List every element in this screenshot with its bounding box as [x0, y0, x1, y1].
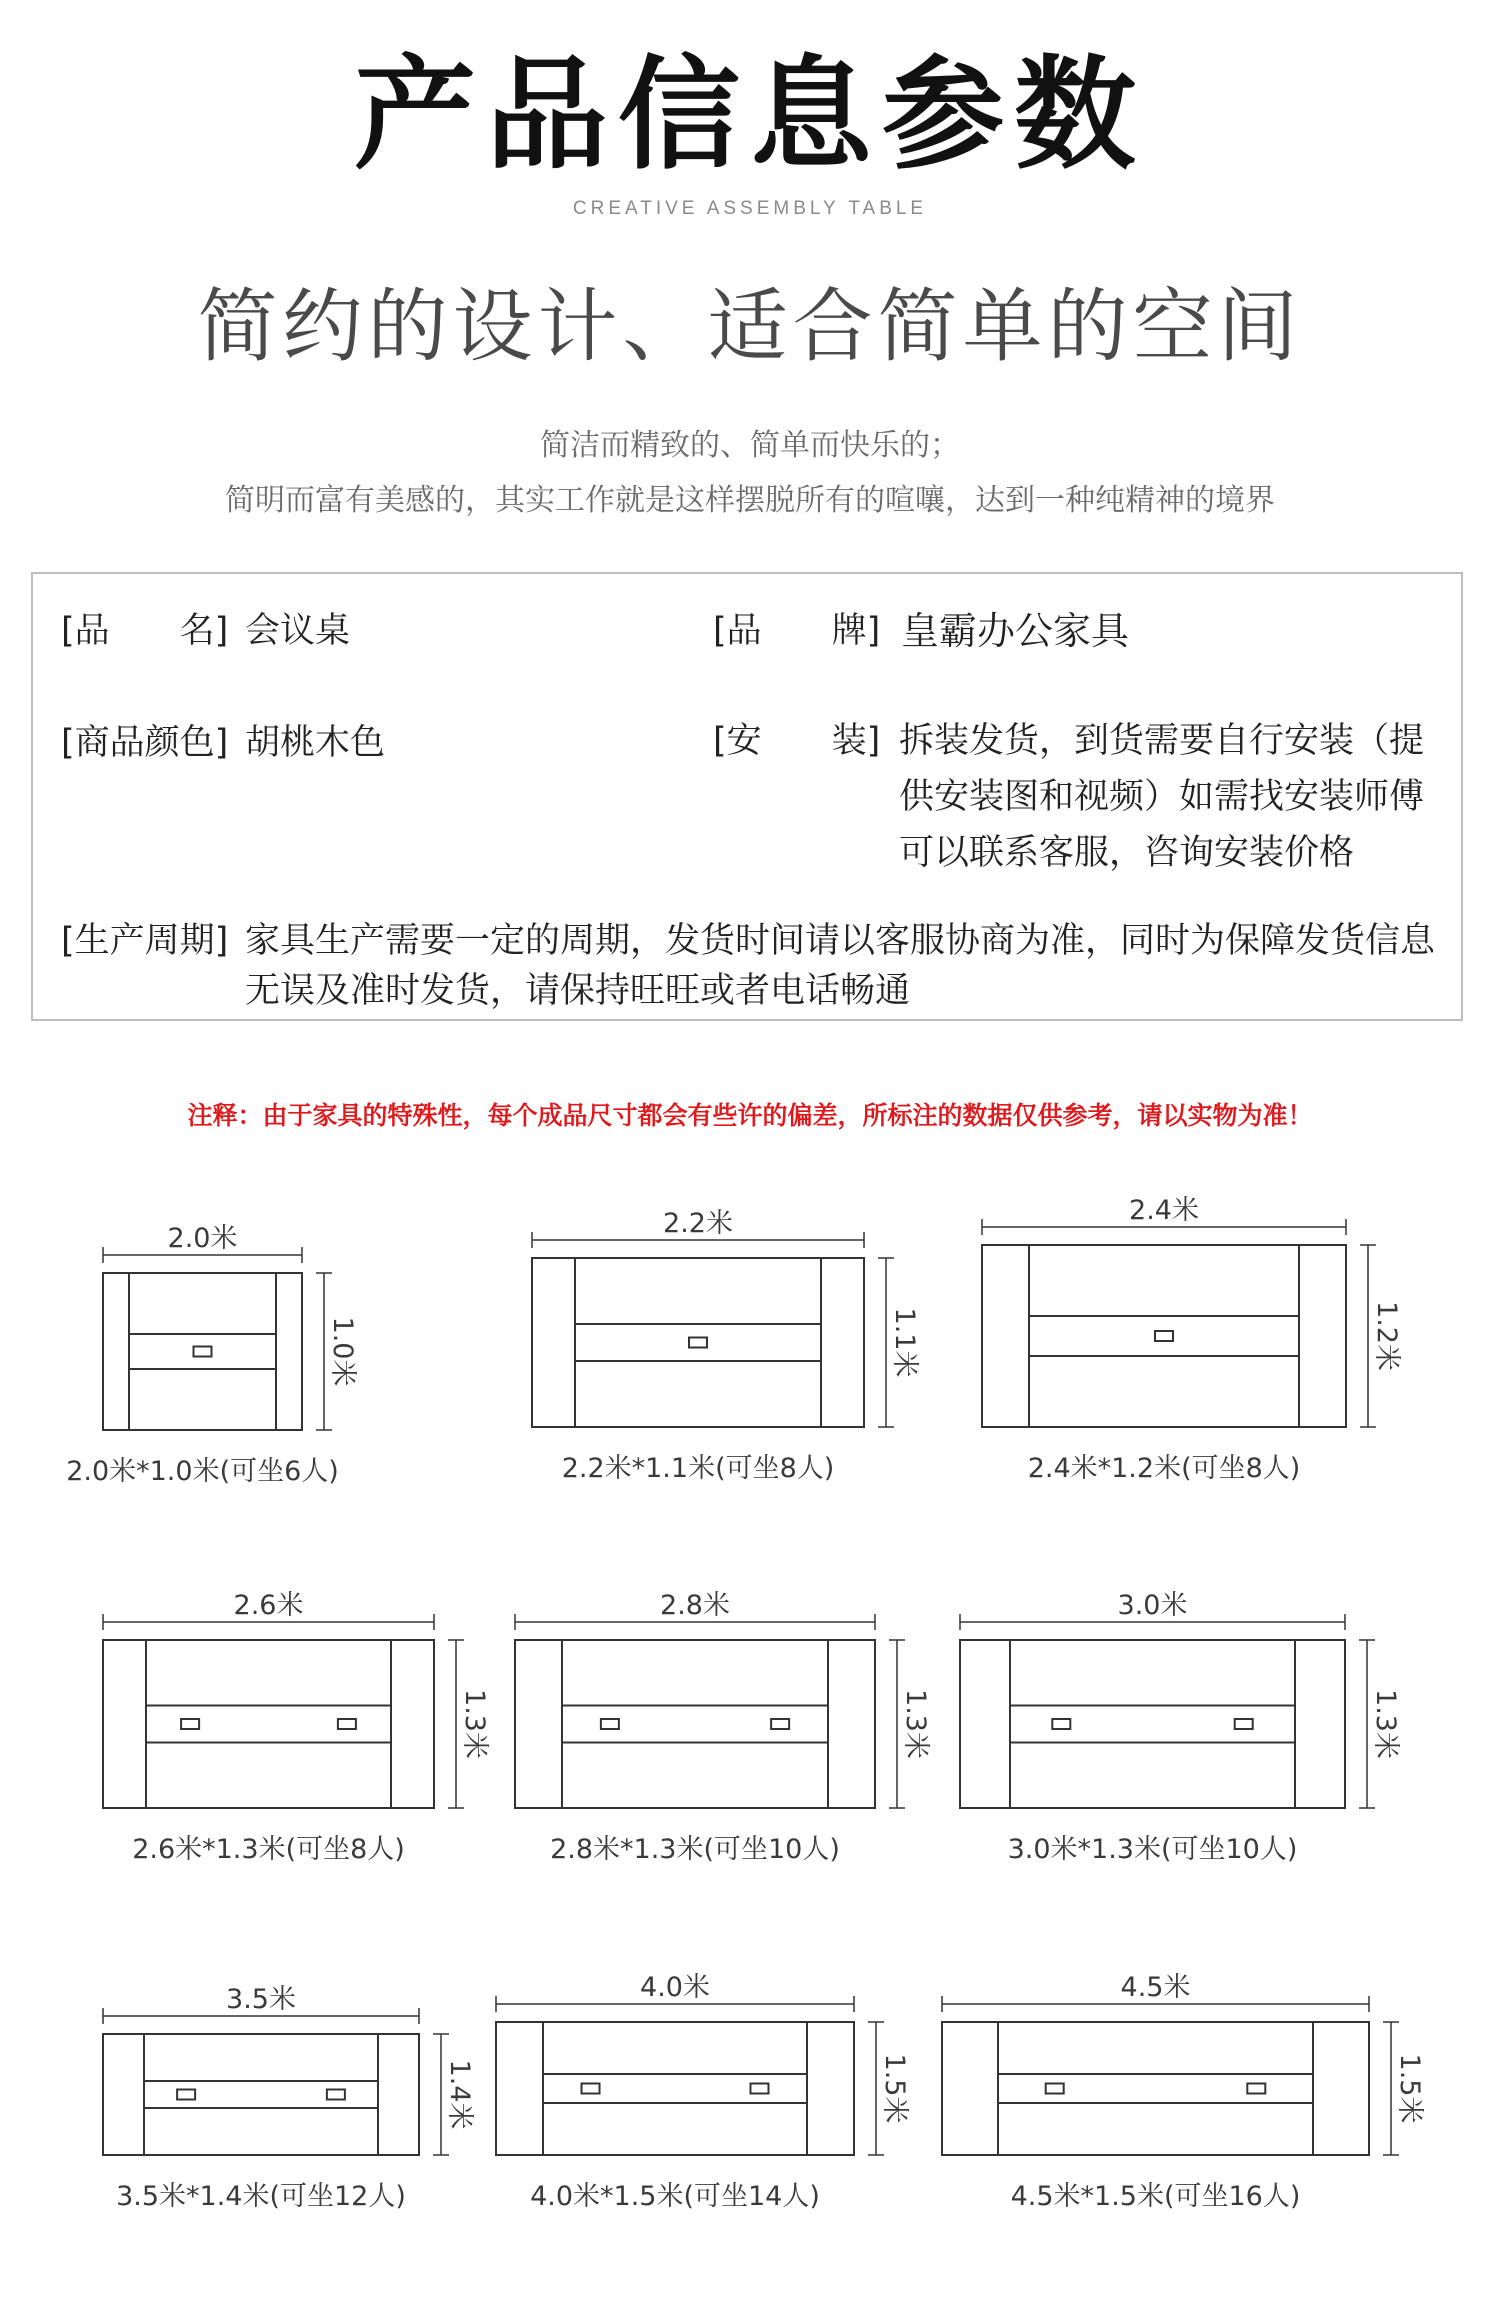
table-7-port-icon-left	[177, 2090, 195, 2100]
table-9-outline	[942, 2022, 1369, 2155]
table-1-length-label: 2.0米	[167, 1223, 238, 1254]
table-9-length-label: 4.5米	[1120, 1972, 1191, 2003]
table-5-width-label: 1.3米	[900, 1689, 931, 1759]
table-4-caption: 2.6米*1.3米(可坐8人)	[132, 1834, 405, 1865]
table-6-port-icon-right	[1235, 1719, 1253, 1729]
spec-name-value: 会议桌	[245, 611, 351, 651]
description-line-2: 简明而富有美感的，其实工作就是这样摆脱所有的喧嚷，达到一种纯精神的境界	[225, 483, 1275, 518]
spec-install-line3: 可以联系客服，咨询安装价格	[899, 833, 1355, 873]
table-5-length-label: 2.8米	[660, 1590, 730, 1621]
slogan: 简约的设计、适合简单的空间	[197, 280, 1303, 373]
spec-cycle-line1: 家具生产需要一定的周期，发货时间请以客服协商为准，同时为保障发货信息	[245, 921, 1436, 961]
spec-color-label: [商品颜色]	[61, 723, 229, 763]
table-9-width-label: 1.5米	[1394, 2053, 1425, 2124]
table-6-width-label: 1.3米	[1370, 1689, 1401, 1759]
table-5-port-icon-left	[601, 1719, 619, 1729]
table-6-port-icon-left	[1052, 1719, 1070, 1729]
table-6-outline	[960, 1640, 1345, 1808]
table-3-caption: 2.4米*1.2米(可坐8人)	[1027, 1453, 1301, 1484]
table-2-width-label: 1.1米	[889, 1307, 920, 1378]
table-8-width-label: 1.5米	[879, 2053, 910, 2124]
table-7-length-label: 3.5米	[226, 1984, 296, 2015]
table-2-length-label: 2.2米	[663, 1208, 733, 1239]
table-7-outline	[103, 2034, 419, 2155]
table-9-port-icon-left	[1046, 2084, 1064, 2094]
table-2-outline	[532, 1258, 864, 1427]
table-9-caption: 4.5米*1.5米(可坐16人)	[1010, 2181, 1301, 2212]
table-4-length-label: 2.6米	[233, 1590, 304, 1621]
table-9-port-icon-right	[1247, 2084, 1265, 2094]
table-8-outline	[496, 2022, 854, 2155]
table-4-port-icon-right	[338, 1719, 356, 1729]
spec-brand-label: [品 牌]	[713, 611, 881, 651]
spec-brand-value: 皇霸办公家具	[901, 609, 1130, 653]
spec-color-value: 胡桃木色	[245, 723, 386, 763]
table-1-width-label: 1.0米	[327, 1316, 358, 1387]
table-2-caption: 2.2米*1.1米(可坐8人)	[561, 1453, 835, 1484]
table-4-port-icon-left	[181, 1719, 199, 1729]
spec-cycle-line2: 无误及准时发货，请保持旺旺或者电话畅通	[245, 971, 911, 1011]
disclaimer-note: 注释：由于家具的特殊性，每个成品尺寸都会有些许的偏差，所标注的数据仅供参考，请以实物为准！	[187, 1101, 1313, 1130]
table-5-port-icon-right	[771, 1719, 789, 1729]
table-7-port-icon-right	[327, 2090, 345, 2100]
table-8-port-icon-right	[750, 2084, 768, 2094]
table-1-port-icon	[194, 1347, 212, 1357]
table-4-outline	[103, 1640, 434, 1808]
spec-install-line2: 供安装图和视频）如需找安装师傅	[899, 777, 1425, 817]
table-3-width-label: 1.2米	[1371, 1301, 1402, 1371]
spec-cycle-label: [生产周期]	[61, 921, 229, 961]
spec-install-label: [安 装]	[713, 721, 881, 761]
table-4-width-label: 1.3米	[459, 1689, 490, 1759]
table-1-outline	[103, 1273, 302, 1430]
table-3-outline	[982, 1245, 1346, 1427]
description-line-1: 简洁而精致的、简单而快乐的；	[540, 428, 960, 463]
table-3-length-label: 2.4米	[1129, 1195, 1199, 1226]
table-2-port-icon	[689, 1338, 707, 1348]
table-8-caption: 4.0米*1.5米(可坐14人)	[530, 2181, 820, 2212]
table-7-width-label: 1.4米	[444, 2059, 475, 2130]
table-6-length-label: 3.0米	[1117, 1590, 1188, 1621]
table-5-outline	[515, 1640, 875, 1808]
english-subtitle: CREATIVE ASSEMBLY TABLE	[572, 198, 928, 219]
spec-name-label: [品 名]	[61, 611, 229, 651]
table-8-length-label: 4.0米	[640, 1972, 710, 2003]
spec-install-line1: 拆装发货，到货需要自行安装（提	[899, 721, 1425, 761]
table-7-caption: 3.5米*1.4米(可坐12人)	[116, 2181, 406, 2212]
table-8-port-icon-left	[582, 2084, 600, 2094]
table-3-port-icon	[1155, 1331, 1173, 1341]
page-title: 产品信息参数	[354, 44, 1146, 186]
table-5-caption: 2.8米*1.3米(可坐10人)	[550, 1834, 840, 1865]
table-6-caption: 3.0米*1.3米(可坐10人)	[1007, 1834, 1298, 1865]
table-1-caption: 2.0米*1.0米(可坐6人)	[66, 1456, 339, 1487]
